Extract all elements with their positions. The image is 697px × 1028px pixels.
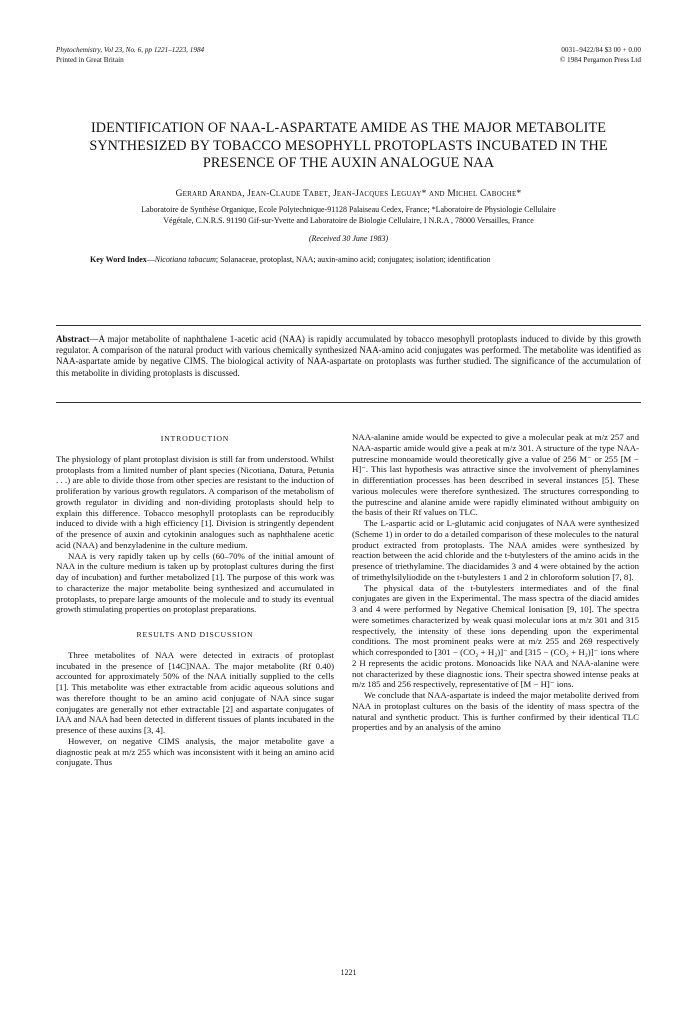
paper-title: IDENTIFICATION OF NAA-L-ASPARTATE AMIDE AS THE MAJOR METABOLITE SYNTHESIZED BY TOBACCO MESOPHYLL PROTOPLASTS INCUBATED IN THE PRESENCE OF THE AUXIN ANALOGUE NAA [89, 120, 608, 171]
keyword-terms: ; Solanaceae, protoplast, NAA; auxin-amino acid; conjugates; isolation; identification [215, 255, 491, 264]
left-column [56, 432, 334, 768]
right-column [352, 432, 639, 733]
keyword-species: Nicotiana tabacum [154, 255, 216, 264]
abstract-top-rule [56, 325, 641, 326]
journal-header-left [56, 46, 204, 65]
issn-price: 0031–9422/84 $3 00 + 0.00 [561, 46, 641, 54]
journal-header-right [560, 46, 641, 65]
results-paragraph-1: Three metabolites of NAA were detected in extracts of protoplast incubated in the presence of [14C]NAA. The major metabolite (Rf 0.40) accounted for approximately 50% of the NAA initially supplied to the cells [1]. This metabolite was ether extractable from acidic aqueous solutions and was therefore thought to be an amino acid conjugate of NAA since sugar conjugates are generally not ether extractable [2] and aspartate conjugates of IAA and NAA had been detected in different tissues of plants incubated in the presence of these auxins [3, 4]. [56, 649, 334, 735]
right-paragraph-3: The physical data of the t-butylesters intermediates and of the final conjugates are given in the Experimental. The mass spectra of the diacid amides 3 and 4 were performed by Negative Chemical Ionisation [9, 10]. The spectra were sometimes characterized by weak quasi molecular ions at m/z 301 and 315 respectively, the intensity of these ions depending upon the experimental conditions. The most prominent peaks were at m/z 255 and 269 respectively which corresponded to [301 − (CO₂ + H₂)]⁻ and [315 − (CO₂ + H₂)]⁻ ions where 2 H represents the acidic protons. Monoacids like NAA and NAA-alanine were not characterized by these diagnostic ions. Their spectra showed intense peaks at m/z 185 and 256 respectively, representative of [M − H]⁻ ions. [352, 582, 639, 690]
affiliation-line-1: Laboratoire de Synthèse Organique, Ecole Polytechnique-91128 Palaiseau Cedex, France; *Laboratoire de Physiologie Cellulaire [141, 205, 556, 214]
results-paragraph-2: However, on negative CIMS analysis, the major metabolite gave a diagnostic peak at m/z 255 which was inconsistent with it being an amino acid conjugate. Thus [56, 735, 334, 768]
keyword-label: Key Word Index [90, 255, 147, 264]
right-paragraph-4: We conclude that NAA-aspartate is indeed the major metabolite derived from NAA in protoplast cultures on the basis of the identity of mass spectra of the natural and synthetic product. This is further confirmed by their identical TLC properties and by an analysis of the amino [352, 690, 639, 733]
keyword-index: Key Word Index—Nicotiana tabacum; Solanaceae, protoplast, NAA; auxin-amino acid; conjugates; isolation; identification [90, 255, 491, 264]
intro-paragraph-1: The physiology of plant protoplast division is still far from understood. Whilst protoplasts from a limited number of plant species (Nicotiana, Datura, Petunia . . .) are able to divide those from other species are resistant to the induction of proliferation by various growth regulators. A comparison of the metabolism of growth regulator in dividing and non-dividing protoplasts should help to explain this difference. Tobacco mesophyll protoplasts can be reproducibly induced to divide with a high efficiency [1]. Division is stringently dependent of the presence of auxin and cytokinin analogues such as naphthalene acetic acid (NAA) and benzyladenine in the culture medium. [56, 453, 334, 550]
abstract [56, 334, 641, 379]
intro-paragraph-2: NAA is very rapidly taken up by cells (60–70% of the initial amount of NAA in the culture medium is taken up by protoplast cultures during the first day of incubation) and further metabolized [1]. The purpose of this work was to characterize the major metabolite being synthesized and accumulated in protoplasts, to prepare large amounts of the molecule and to study its eventual growth stimulating properties on protoplast preparations. [56, 550, 334, 615]
affiliations [56, 205, 641, 226]
right-paragraph-2: The L-aspartic acid or L-glutamic acid conjugates of NAA were synthesized (Scheme 1) in order to do a detailed comparison of these molecules to the natural product extracted from protoplasts. The NAA amides were synthesized by reaction between the acid chloride and the t-butylesters of the amino acids in the presence of triethylamine. The diacidamides 3 and 4 were obtained by the action of trimethylsilyliodide on the t-butylesters 1 and 2 in chloroform solution [7, 8]. [352, 518, 639, 582]
results-heading: RESULTS AND DISCUSSION [136, 630, 254, 639]
affiliation-line-2: Végétale, C.N.R.S. 91190 Gif-sur-Yvette and Laboratoire de Biologie Cellulaire, I N.R.A , 78000 Versailles, France [163, 215, 534, 225]
abstract-label: Abstract [56, 334, 90, 344]
printed-location: Printed in Great Britain [56, 55, 124, 64]
journal-citation: Phytochemistry, Vol 23, No. 6, pp 1221–1223, 1984 [56, 46, 205, 54]
abstract-bottom-rule [56, 402, 641, 403]
right-paragraph-1: NAA-alanine amide would be expected to give a molecular peak at m/z 257 and NAA-aspartic amide would give a peak at m/z 301. A structure of the type NAA-putrescine monoamide would theoretically give a value of 256 M⁻ or 255 [M − H]⁻. This last hypothesis was attractive since the involvement of phenylamines in differentiation processes has been described in several instances [5]. These various molecules were therefore synthesized. The structures corresponding to the putrescine and alanine amide were rapidly eliminated without ambiguity on the basis of their Rf values on TLC. [352, 432, 639, 518]
abstract-text: —A major metabolite of naphthalene 1-acetic acid (NAA) is rapidly accumulated by tobacco mesophyll protoplasts induced to divide by this growth regulator. A comparison of the natural product with various chemically synthesized NAA-amino acid conjugates was performed. The metabolite was identified as NAA-aspartate amide by negative CIMS. The biological activity of NAA-aspartate on protoplasts was further studied. The significance of the accumulation of this metabolite in dividing protoplasts is discussed. [56, 334, 641, 378]
page-number: 1221 [340, 968, 357, 977]
copyright-notice: © 1984 Pergamon Press Ltd [559, 55, 641, 64]
introduction-heading: INTRODUCTION [160, 434, 230, 443]
author-list: Gerard Aranda, Jean-Claude Tabet, Jean-Jacques Leguay* and Michel Caboche* [175, 189, 522, 199]
received-date: (Received 30 June 1983) [308, 234, 389, 243]
